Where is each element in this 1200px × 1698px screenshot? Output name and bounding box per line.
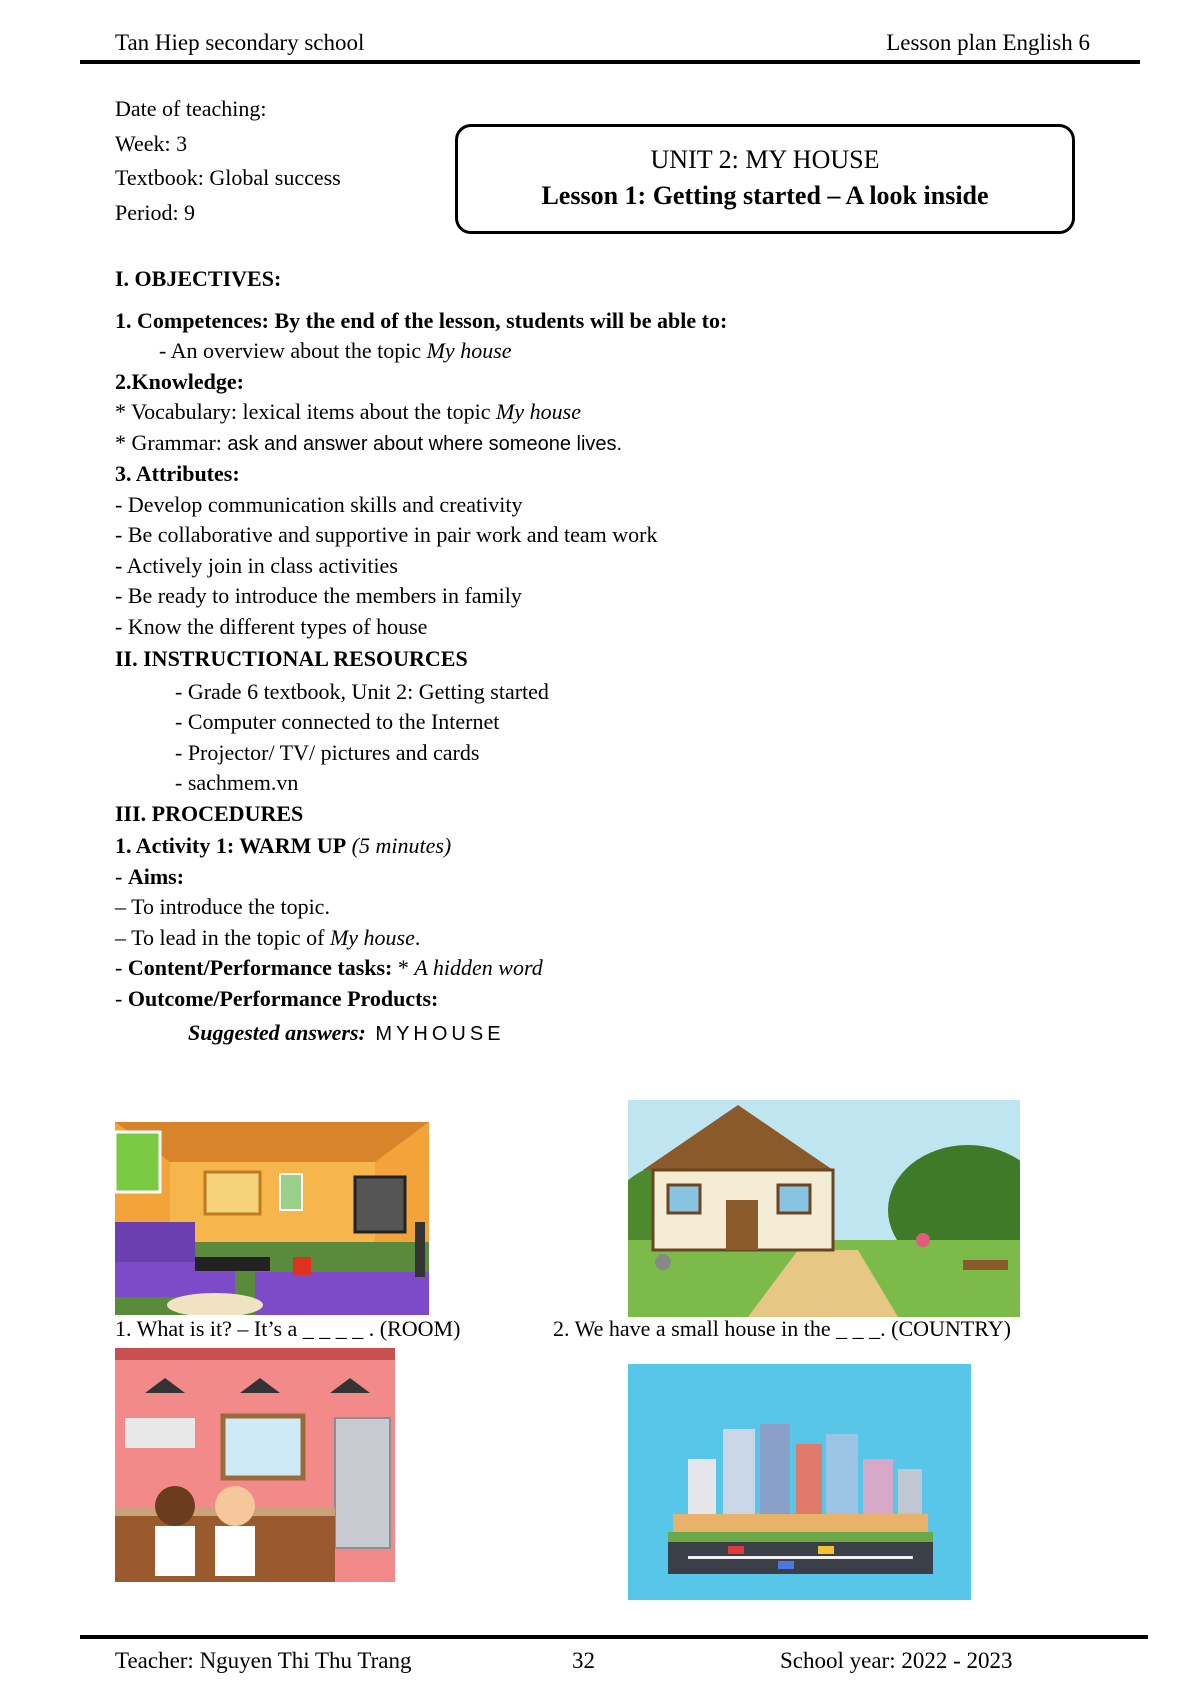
attribute-item: - Develop communication skills and creativity — [115, 491, 523, 517]
teacher-name: Teacher: Nguyen Thi Thu Trang — [115, 1648, 412, 1673]
activity-title: 1. Activity 1: WARM UP (5 minutes) — [115, 833, 452, 858]
lesson-body — [115, 264, 1115, 1050]
vocabulary-item: * Vocabulary: lexical items about the topic My house — [115, 399, 581, 424]
document-subject: Lesson plan English 6 — [886, 30, 1090, 55]
lesson-meta — [115, 92, 341, 230]
attribute-item: - Actively join in class activities — [115, 552, 398, 578]
resource-item: - Grade 6 textbook, Unit 2: Getting started — [175, 678, 549, 704]
attribute-item: - Be collaborative and supportive in pair work and team work — [115, 522, 658, 547]
content-tasks: - Content/Performance tasks: * A hidden word — [115, 955, 543, 980]
grammar-item: * Grammar: ask and answer about where someone lives. — [115, 429, 623, 455]
attribute-item: - Know the different types of house — [115, 613, 428, 639]
header-divider — [80, 60, 1140, 64]
attribute-item: - Be ready to introduce the members in family — [115, 583, 522, 608]
suggested-answers: Suggested answers: MYHOUSE — [188, 1020, 505, 1045]
footer-divider — [80, 1635, 1148, 1639]
procedures-heading: III. PROCEDURES — [115, 800, 304, 826]
lesson-title: Lesson 1: Getting started – A look inside — [541, 181, 989, 210]
date-of-teaching: Date of teaching: — [115, 96, 267, 121]
living-room-illustration — [115, 1122, 429, 1315]
school-year: School year: 2022 - 2023 — [780, 1648, 1013, 1673]
question-1-caption: 1. What is it? – It’s a _ _ _ _ . (ROOM) — [115, 1316, 461, 1341]
objectives-heading: I. OBJECTIVES: — [115, 266, 282, 291]
resource-item: - Computer connected to the Internet — [175, 709, 500, 734]
week: Week: 3 — [115, 130, 188, 156]
unit-title-box — [455, 124, 1075, 234]
page-header — [115, 30, 1090, 60]
school-name: Tan Hiep secondary school — [115, 30, 365, 55]
resources-heading: II. INSTRUCTIONAL RESOURCES — [115, 646, 468, 671]
competences-heading: 1. Competences: By the end of the lesson, students will be able to: — [115, 307, 728, 333]
country-house-illustration — [628, 1100, 1020, 1317]
competences-item: - An overview about the topic My house — [159, 338, 512, 363]
outcome-products: - Outcome/Performance Products: — [115, 985, 439, 1011]
question-2-caption: 2. We have a small house in the _ _ _. (COUNTRY) — [553, 1316, 1011, 1341]
kitchen-illustration — [115, 1348, 395, 1590]
aim-item: – To introduce the topic. — [115, 894, 330, 919]
page-number: 32 — [572, 1648, 595, 1673]
period: Period: 9 — [115, 199, 196, 225]
city-illustration — [628, 1364, 971, 1600]
aim-item: – To lead in the topic of My house. — [115, 924, 421, 950]
resource-item: - Projector/ TV/ pictures and cards — [175, 739, 480, 765]
attributes-heading: 3. Attributes: — [115, 461, 240, 486]
textbook: Textbook: Global success — [115, 165, 341, 190]
resource-item: - sachmem.vn — [175, 770, 299, 795]
knowledge-heading: 2.Knowledge: — [115, 368, 244, 394]
unit-title: UNIT 2: MY HOUSE — [650, 145, 880, 174]
aims-label: - Aims: — [115, 863, 185, 889]
